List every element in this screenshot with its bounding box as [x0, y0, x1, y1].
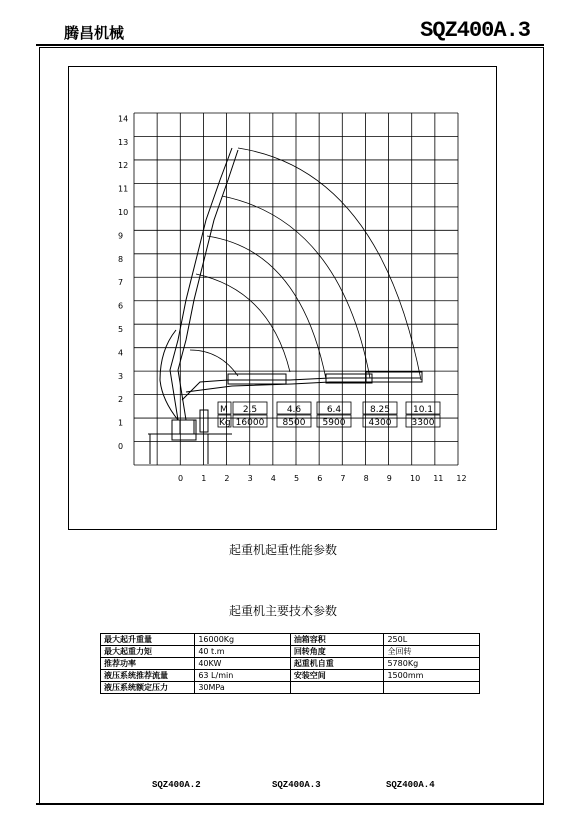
footer-link-current[interactable]: SQZ400A.3 — [272, 780, 321, 790]
spec-value: 30MPa — [195, 682, 290, 694]
model-number: SQZ400A.3 — [420, 18, 530, 43]
spec-label: 液压系统推荐流量 — [101, 670, 195, 682]
spec-title: 起重机主要技术参数 — [228, 604, 337, 618]
x-tick-label: 10 — [410, 474, 421, 483]
x-axis-ticks — [178, 474, 467, 483]
spec-value: 全回转 — [384, 646, 480, 658]
footer-rule — [36, 803, 544, 805]
x-tick-label: 2 — [224, 474, 230, 483]
y-tick-label: 4 — [118, 348, 124, 358]
y-tick-label: 0 — [118, 442, 124, 451]
spec-label: 油箱容积 — [290, 634, 384, 646]
x-tick-label: 12 — [456, 474, 467, 483]
reach-arc — [196, 274, 290, 372]
spec-value: 5780Kg — [384, 658, 480, 670]
spec-label: 推荐功率 — [101, 658, 195, 670]
footer-link-next[interactable]: SQZ400A.4 — [386, 780, 435, 790]
load-radius-value: 4.6 — [286, 405, 302, 415]
crane-drawing — [148, 148, 422, 464]
load-weight-value: 8500 — [282, 418, 306, 428]
load-weight-value: 16000 — [235, 418, 265, 428]
x-tick-label: 8 — [363, 474, 369, 483]
reach-arc — [238, 148, 421, 380]
y-tick-label: 10 — [118, 208, 129, 217]
spec-label: 回转角度 — [290, 646, 384, 658]
reach-arc — [207, 236, 326, 379]
spec-label: 最大起升重量 — [101, 634, 195, 646]
load-radius-value: 2.5 — [242, 405, 258, 415]
spec-row — [101, 658, 480, 670]
x-tick-label: 9 — [386, 474, 392, 483]
load-table-kg-label: Kg — [219, 418, 231, 428]
y-tick-label: 1 — [118, 418, 124, 428]
load-weight-value: 4300 — [368, 418, 392, 428]
spec-label — [290, 682, 384, 694]
spec-label: 起重机自重 — [290, 658, 384, 670]
x-tick-label: 6 — [317, 474, 323, 483]
spec-value: 16000Kg — [195, 634, 290, 646]
x-tick-label: 4 — [270, 474, 276, 483]
spec-value: 250L — [384, 634, 480, 646]
x-tick-label: 3 — [247, 474, 253, 483]
spec-label: 最大起重力矩 — [101, 646, 195, 658]
brand-name: 腾昌机械 — [64, 24, 125, 42]
x-tick-label: 11 — [433, 474, 444, 483]
y-tick-label: 9 — [118, 231, 124, 241]
spec-value: 63 L/min — [195, 670, 290, 682]
load-radius-value: 6.4 — [326, 405, 342, 415]
footer-link-prev[interactable]: SQZ400A.2 — [152, 780, 201, 790]
chart-caption: 起重机起重性能参数 — [228, 543, 337, 557]
spec-value — [384, 682, 480, 694]
load-weight-value: 5900 — [322, 418, 346, 428]
y-tick-label: 3 — [118, 371, 124, 381]
spec-row — [101, 646, 480, 658]
x-tick-label: 0 — [178, 474, 184, 483]
spec-value: 1500mm — [384, 670, 480, 682]
spec-row — [101, 670, 480, 682]
load-table — [218, 402, 440, 428]
y-tick-label: 14 — [118, 114, 129, 124]
y-tick-label: 6 — [118, 301, 124, 311]
x-tick-label: 1 — [201, 474, 207, 483]
spec-row — [101, 682, 480, 694]
load-radius-value: 10.1 — [412, 405, 434, 415]
reach-arcs — [190, 148, 421, 380]
load-radius-value: 8.25 — [369, 405, 391, 415]
y-tick-label: 13 — [118, 137, 129, 147]
y-axis-ticks — [118, 114, 128, 451]
y-tick-label: 8 — [118, 254, 124, 264]
y-tick-label: 11 — [118, 184, 129, 194]
spec-label: 液压系统额定压力 — [101, 682, 195, 694]
y-tick-label: 2 — [118, 395, 124, 405]
load-table-m-label: M — [220, 405, 228, 415]
y-tick-label: 12 — [118, 161, 129, 171]
spec-value: 40 t.m — [195, 646, 290, 658]
x-tick-label: 5 — [294, 474, 300, 483]
spec-table — [100, 633, 480, 694]
spec-label: 安装空间 — [290, 670, 384, 682]
x-tick-label: 7 — [340, 474, 346, 483]
spec-row — [101, 634, 480, 646]
load-weight-value: 3300 — [411, 418, 435, 428]
y-tick-label: 7 — [118, 278, 124, 288]
y-tick-label: 5 — [118, 325, 124, 334]
spec-value: 40KW — [195, 658, 290, 670]
reach-arc — [190, 350, 238, 376]
